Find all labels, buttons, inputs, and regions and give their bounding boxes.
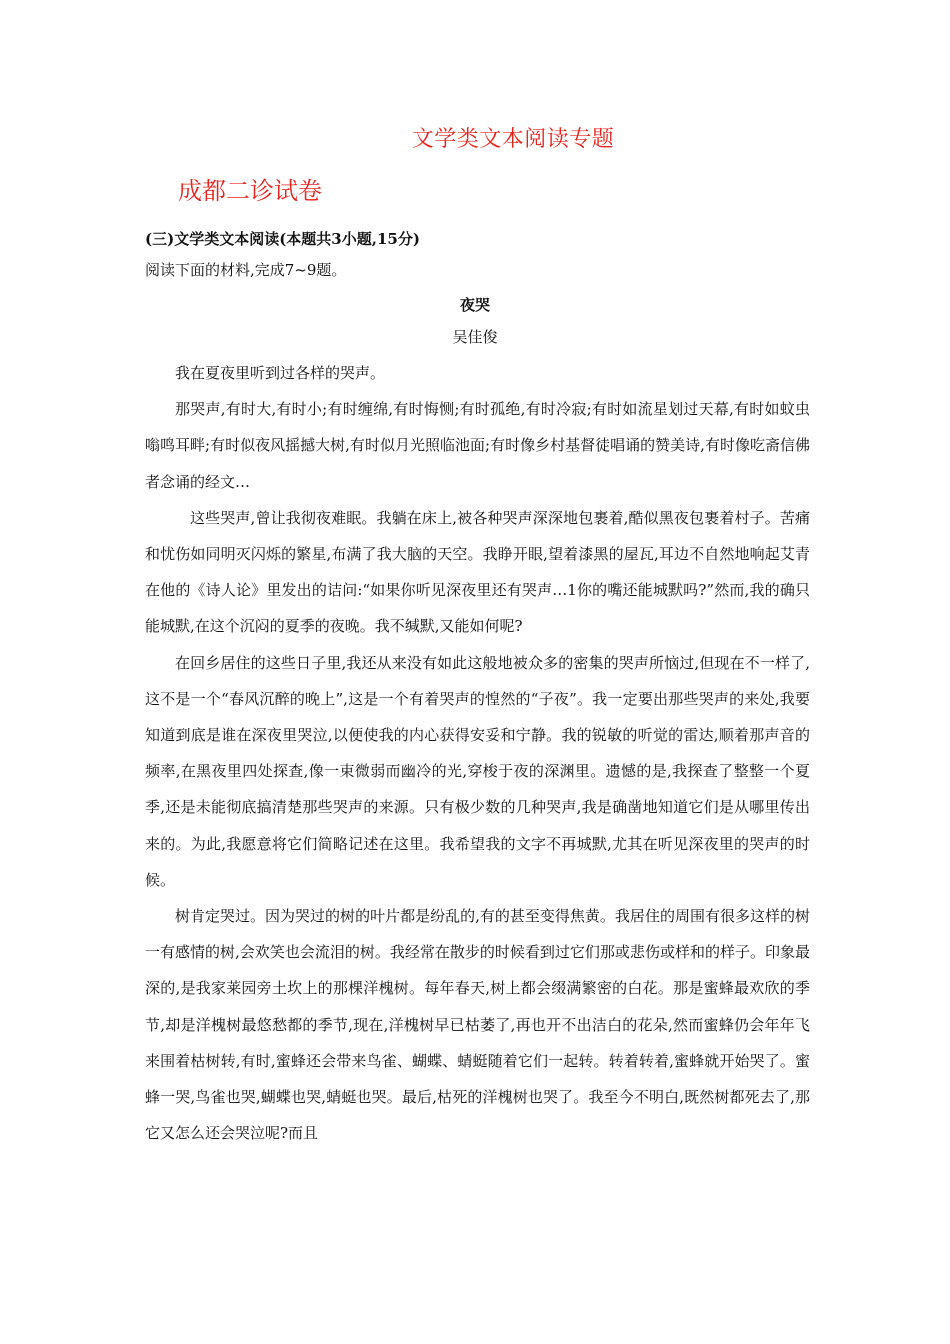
section-heading: (三)文学类文本阅读(本题共3小题,15分) <box>145 230 420 248</box>
paragraph: 在回乡居住的这些日子里,我还从来没有如此这般地被众多的密集的哭声所恼过,但现在不一样了,这不是一个“春风沉醉的晚上”,这是一个有着哭声的惶然的“子夜”。我一定要出那些哭声的来处,我要知道到底是谁在深夜里哭泣,以便使我的内心获得安妥和宁静。我的锐敏的听觉的雷达,顺着那声音的频率,在黑夜里四处探查,像一束微弱而幽冷的光,穿梭于夜的深渊里。遗憾的是,我探查了整整一个夏季,还是未能彻底搞清楚那些哭声的来源。只有极少数的几种哭声,我是确凿地知道它们是从哪里传出来的。为此,我愿意将它们简略记述在这里。我希望我的文字不再城默,尤其在听见深夜里的哭声的时候。 <box>145 653 810 889</box>
paragraph: 树肯定哭过。因为哭过的树的叶片都是纷乱的,有的甚至变得焦黄。我居住的周围有很多这样的树一有感情的树,会欢笑也会流泪的树。我经常在散步的时候看到过它们那或悲伤或样和的样子。印象最深的,是我家莱园旁土坎上的那棵洋槐树。每年春天,树上都会缀满繁密的白花。那是蜜蜂最欢欣的季节,却是洋槐树最悠愁都的季节,现在,洋槐树早已枯萎了,再也开不出洁白的花朵,然而蜜蜂仍会年年飞来围着枯树转,有时,蜜蜂还会带来鸟雀、蝴蝶、蜻蜓随着它们一起转。转着转着,蜜蜂就开始哭了。蜜蜂一哭,鸟雀也哭,蝴蝶也哭,蜻蜓也哭。最后,枯死的洋槐树也哭了。我至今不明白,既然树都死去了,那它又怎么还会哭泣呢?而且 <box>145 907 810 1143</box>
article-body <box>145 355 810 1151</box>
sub-title: 成都二诊试卷 <box>178 177 322 205</box>
article-title: 夜哭 <box>459 296 490 314</box>
paragraph: 我在夏夜里听到过各样的哭声。 <box>175 364 386 382</box>
paragraph: 这些哭声,曾让我彻夜难眠。我躺在床上,被各种哭声深深地包裹着,酷似黑夜包裹着村子。苦痛和忧伤如同明灭闪烁的繁星,布满了我大脑的天空。我睁开眼,望着漆黑的屋瓦,耳边不自然地响起艾青在他的《诗人论》里发出的诘问:“如果你听见深夜里还有哭声…1你的嘴还能城默吗?”然而,我的确只能城默,在这个沉闷的夏季的夜晚。我不缄默,又能如何呢? <box>145 508 810 636</box>
reading-instruction: 阅读下面的材料,完成7~9题。 <box>145 261 347 279</box>
paragraph: 那哭声,有时大,有时小;有时缠绵,有时悔恻;有时孤绝,有时冷寂;有时如流星划过天幕,有时如蚊虫嗡鸣耳畔;有时似夜风摇撼大树,有时似月光照临池面;有时像乡村基督徒唱诵的赞美诗,有时像吃斋信佛者念诵的经文… <box>145 400 810 491</box>
article-author: 吴佳俊 <box>452 328 498 346</box>
main-title: 文学类文本阅读专题 <box>411 127 615 152</box>
